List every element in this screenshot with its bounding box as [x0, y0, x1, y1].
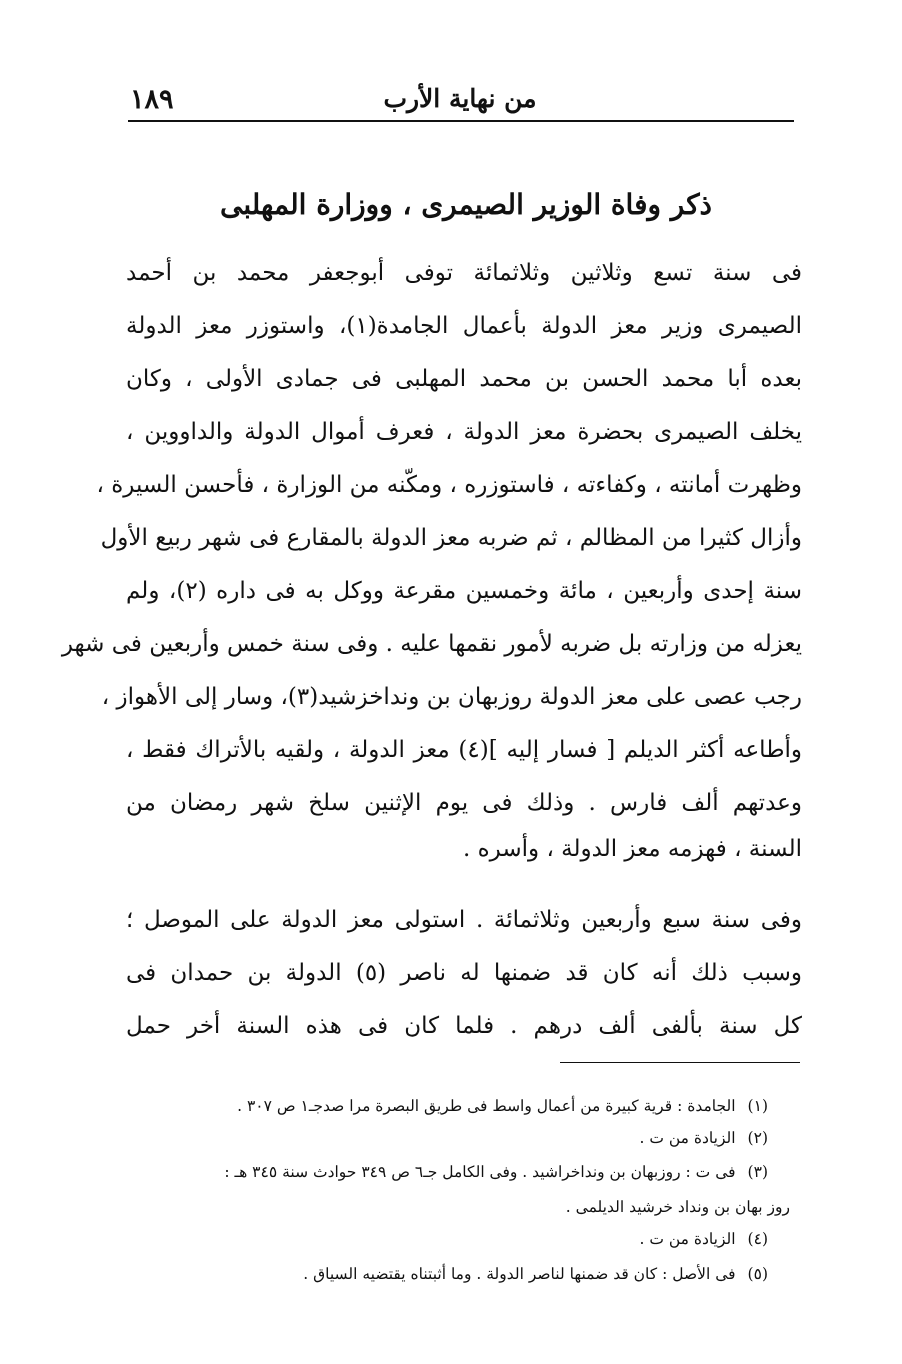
running-header [128, 84, 792, 122]
body-line: فى سنة تسع وثلاثين وثلاثمائة توفى أبوجعفر محمد بن أحمد [126, 260, 802, 286]
footnote-rule [560, 1062, 800, 1063]
footnote-text: روز بهان بن ونداد خرشيد الديلمى . [565, 1198, 790, 1216]
body-line: وظهرت أمانته ، وكفاءته ، فاستوزره ، ومكّنه من الوزارة ، فأحسن السيرة ، [96, 472, 802, 498]
section-title: ذكر وفاة الوزير الصيمرى ، ووزارة المهلبى [219, 188, 712, 221]
footnote [640, 1228, 769, 1250]
running-title: من نهاية الأرب [383, 84, 537, 113]
footnote-number: (٣) [747, 1163, 768, 1181]
body-line: رجب عصى على معز الدولة روزبهان بن ونداخزشيد(٣)، وسار إلى الأهواز ، [101, 684, 802, 710]
footnote [303, 1263, 768, 1285]
footnote [224, 1161, 768, 1183]
footnote-text: الزيادة من ت . [639, 1230, 736, 1248]
footnote [640, 1127, 769, 1149]
footnote-continuation [566, 1196, 790, 1218]
body-line: السنة ، فهزمه معز الدولة ، وأسره . [463, 836, 802, 862]
footnote-text: الزيادة من ت . [639, 1129, 736, 1147]
body-line: الصيمرى وزير معز الدولة بأعمال الجامدة(١)، واستوزر معز الدولة [126, 313, 802, 339]
body-line: وعدتهم ألف فارس . وذلك فى يوم الإثنين سلخ شهر رمضان من [126, 790, 802, 816]
body-line: سنة إحدى وأربعين ، مائة وخمسين مقرعة ووكل به فى داره (٢)، ولم [126, 578, 802, 604]
header-rule [128, 120, 794, 122]
body-line: وأزال كثيرا من المظالم ، ثم ضربه معز الدولة بالمقارع فى شهر ربيع الأول [100, 525, 802, 551]
footnote [237, 1095, 768, 1117]
body-line: يعزله من وزارته بل ضربه لأمور نقمها عليه . وفى سنة خمس وأربعين فى شهر [61, 631, 802, 657]
page-number: ١٨٩ [130, 84, 174, 115]
body-line: بعده أبا محمد الحسن بن محمد المهلبى فى جمادى الأولى ، وكان [126, 366, 802, 392]
footnote-text: الجامدة : قرية كبيرة من أعمال واسط فى طريق البصرة مرا صدجـ١ ص ٣٠٧ . [237, 1097, 736, 1115]
body-line: يخلف الصيمرى بحضرة معز الدولة ، فعرف أموال الدولة والداووين ، [126, 419, 802, 445]
footnote-text: فى ت : روزبهان بن ونداخراشيد . وفى الكامل جـ٦ ص ٣٤٩ حوادث سنة ٣٤٥ هـ : [224, 1163, 736, 1181]
body-line: كل سنة بألفى ألف درهم . فلما كان فى هذه السنة أخر حمل [126, 1013, 802, 1039]
footnote-text: فى الأصل : كان قد ضمنها لناصر الدولة . وما أثبتناه يقتضيه السياق . [303, 1265, 736, 1283]
footnote-number: (٤) [747, 1230, 768, 1248]
body-line: وسبب ذلك أنه كان قد ضمنها له ناصر (٥) الدولة بن حمدان فى [126, 960, 803, 986]
body-line: وفى سنة سبع وأربعين وثلاثمائة . استولى معز الدولة على الموصل ؛ [126, 907, 802, 933]
body-line: وأطاعه أكثر الديلم [ فسار إليه ](٤) معز الدولة ، ولقيه بالأتراك فقط ، [126, 737, 802, 763]
footnote-number: (٢) [747, 1129, 768, 1147]
footnote-number: (٥) [747, 1265, 768, 1283]
footnote-number: (١) [747, 1097, 768, 1115]
